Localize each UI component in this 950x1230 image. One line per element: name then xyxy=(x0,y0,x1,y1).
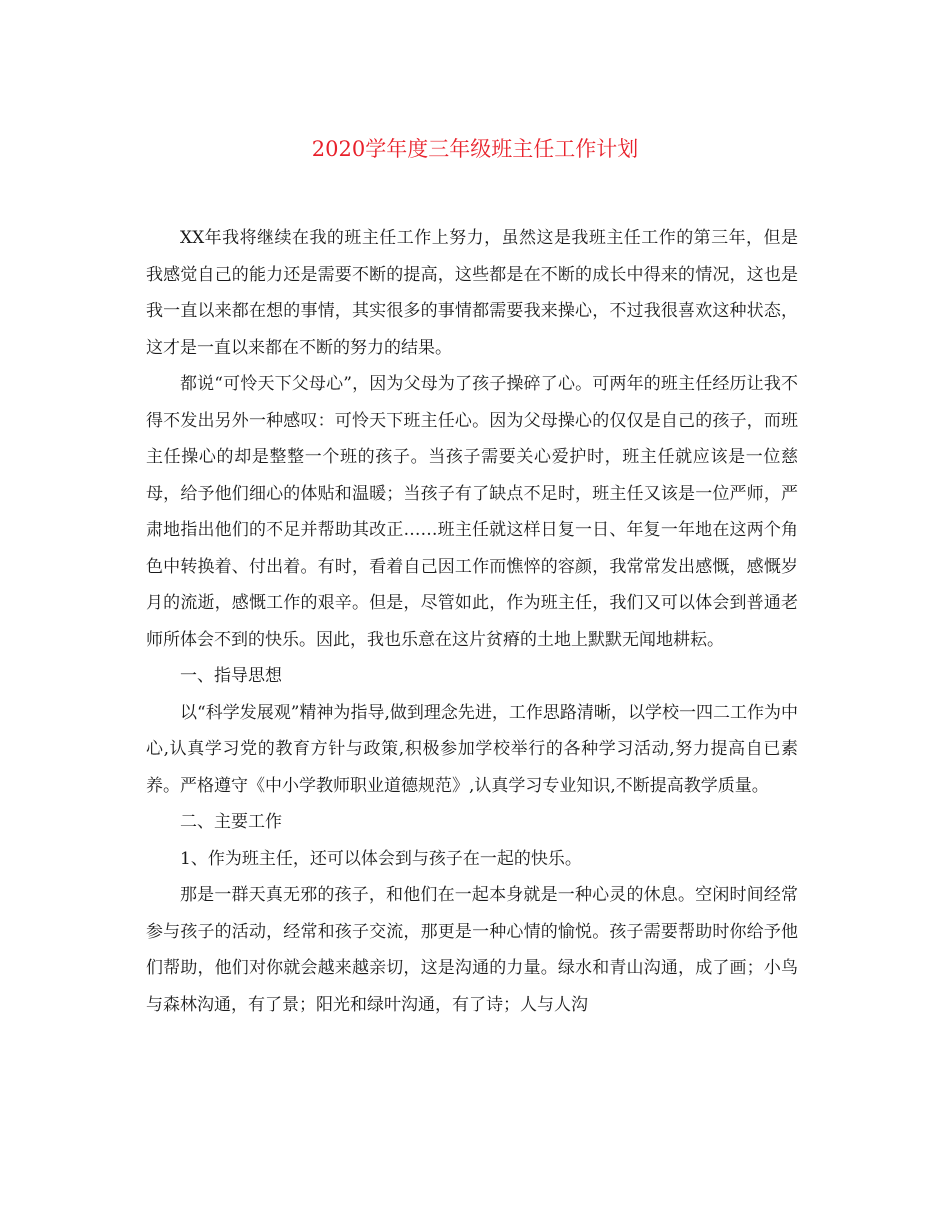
paragraph-reflection: 都说“可怜天下父母心”，因为父母为了孩子操碎了心。可两年的班主任经历让我不得不发出另外一种感叹：可怜天下班主任心。因为父母操心的仅仅是自己的孩子，而班主任操心的却是整整一个班的孩子。当孩子需要关心爱护时，班主任就应该是一位慈母，给予他们细心的体贴和温暖；当孩子有了缺点不足时，班主任又该是一位严师，严肃地指出他们的不足并帮助其改正……班主任就这样日复一日、年复一年地在这两个角色中转换着、付出着。有时，看着自己因工作而憔悴的容颜，我常常发出感慨，感慨岁月的流逝，感慨工作的艰辛。但是，尽管如此，作为班主任，我们又可以体会到普通老师所体会不到的快乐。因此，我也乐意在这片贫瘠的土地上默默无闻地耕耘。 xyxy=(146,374,798,650)
paragraph-children: 那是一群天真无邪的孩子，和他们在一起本身就是一种心灵的休息。空闲时间经常参与孩子的活动，经常和孩子交流，那更是一种心情的愉悦。孩子需要帮助时你给予他们帮助，他们对你就会越来越亲切，这是沟通的力量。绿水和青山沟通，成了画；小鸟与森林沟通，有了景；阳光和绿叶沟通，有了诗；人与人沟 xyxy=(146,885,798,1015)
document-title: 2020学年度三年级班主任工作计划 xyxy=(311,137,639,161)
document-body xyxy=(146,220,798,1023)
paragraph-main-work-item-1: 1、作为班主任，还可以体会到与孩子在一起的快乐。 xyxy=(180,848,582,869)
section-heading-guiding-ideology: 一、指导思想 xyxy=(180,666,282,686)
paragraph-guiding-ideology: 以“科学发展观”精神为指导,做到理念先进，工作思路清晰，以学校一四二工作为中心,认真学习党的教育方针与政策,积极参加学校举行的各种学习活动,努力提高自已素养。严格遵守《中小学教师职业道德规范》,认真学习专业知识,不断提高教学质量。 xyxy=(146,702,798,796)
paragraph-intro: XX年我将继续在我的班主任工作上努力，虽然这是我班主任工作的第三年，但是我感觉自己的能力还是需要不断的提高，这些都是在不断的成长中得来的情况，这也是我一直以来都在想的事情，其实很多的事情都需要我来操心，不过我很喜欢这种状态，这才是一直以来都在不断的努力的结果。 xyxy=(146,228,798,358)
section-heading-main-work: 二、主要工作 xyxy=(180,812,282,832)
